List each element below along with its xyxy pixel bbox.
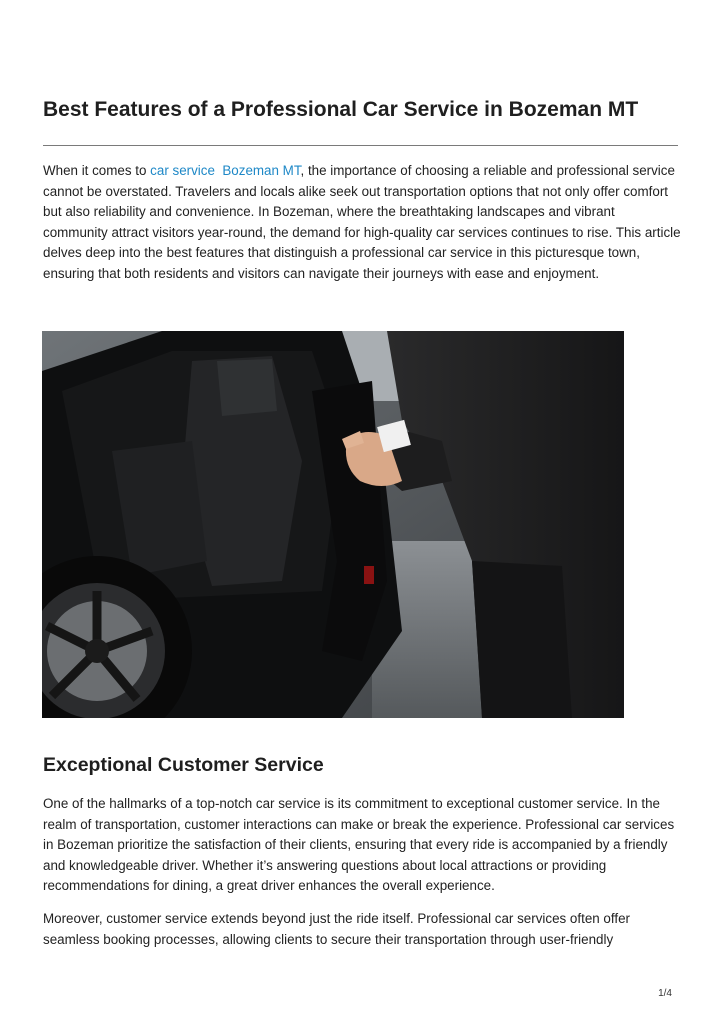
- section-paragraph: Moreover, customer service extends beyond just the ride itself. Professional car services often offer seamless booking processes, allowing clients to secure their transportation through user-friendly: [43, 911, 630, 947]
- section-paragraph: One of the hallmarks of a top-notch car service is its commitment to exceptional customer service. In the realm of transportation, customer interactions can make or break the experience. Professional car services in Bozeman prioritize the satisfaction of their clients, ensuring that every ride is accompanied by a friendly and knowledgeable driver. Whether it’s answering questions about local attractions or providing recommendations for dining, a great driver enhances the overall experience.: [43, 796, 675, 894]
- bozeman-mt-link[interactable]: Bozeman MT: [222, 163, 301, 178]
- chauffeur-opening-car-door-photo: [42, 331, 624, 718]
- intro-rest-text: , the importance of choosing a reliable and professional service cannot be overstated. Travelers and locals alike seek out transportation options that not only offer comfort but also reliability and convenience. In Bozeman, where the breathtaking landscapes and vibrant community attract visitors year-round, the demand for high-quality car services continues to rise. This article delves deep into the best features that distinguish a professional car service in this picturesque town, ensuring that both residents and visitors can navigate their journeys with ease and enjoyment.: [43, 163, 681, 281]
- section-heading: Exceptional Customer Service: [43, 754, 324, 776]
- page-title: Best Features of a Professional Car Service in Bozeman MT: [43, 98, 639, 121]
- page-number: 1/4: [658, 988, 672, 999]
- title-divider: [43, 145, 678, 146]
- intro-paragraph: [43, 161, 683, 285]
- intro-lead-text: When it comes to: [43, 163, 151, 178]
- car-service-link[interactable]: car service: [150, 163, 215, 178]
